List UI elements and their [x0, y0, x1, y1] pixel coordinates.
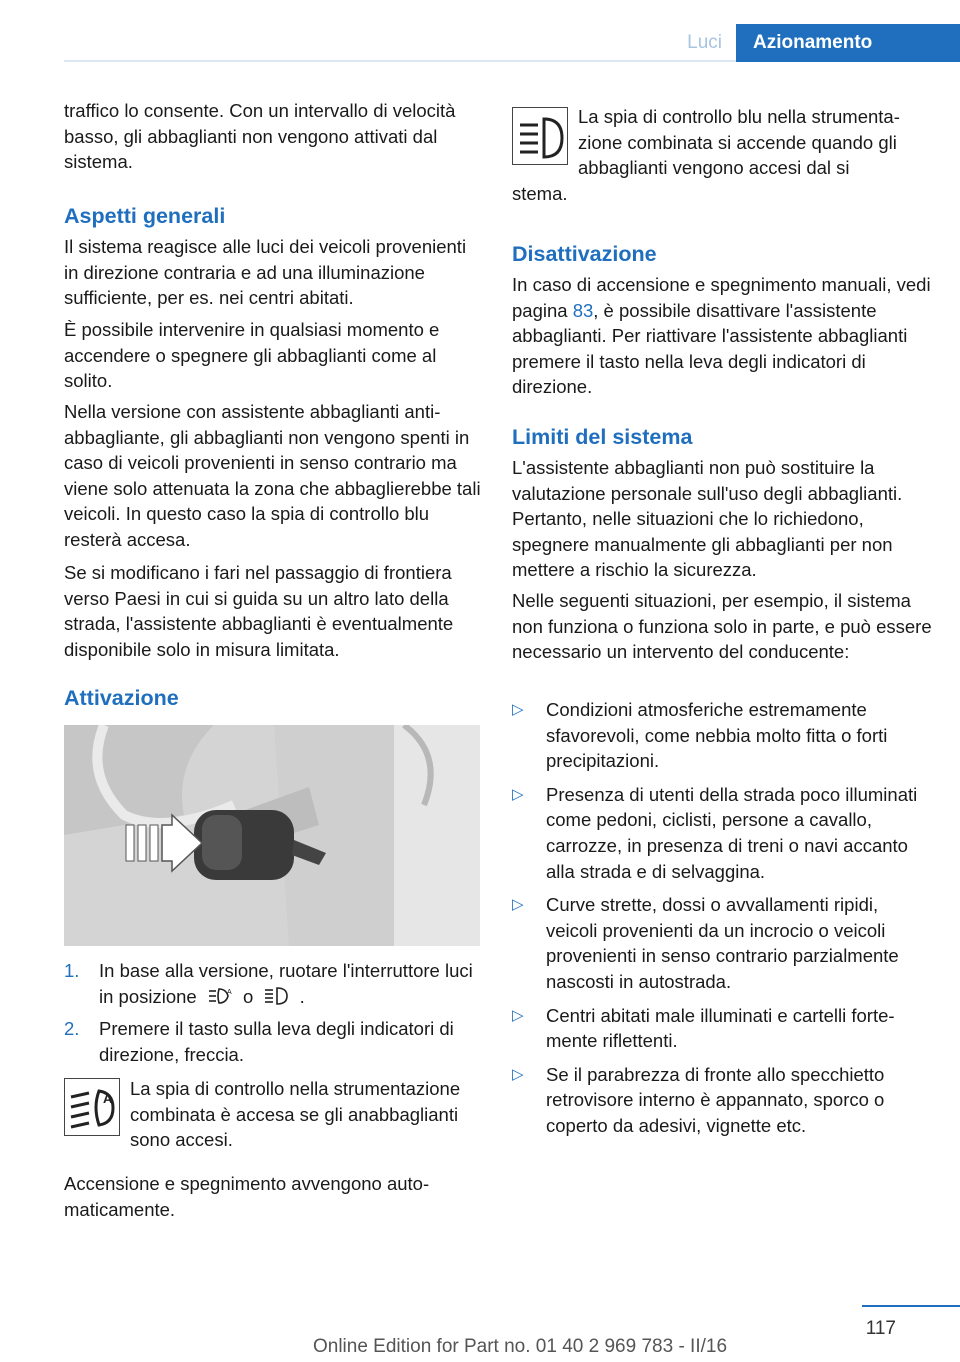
triangle-bullet-icon: ▷	[512, 701, 524, 718]
heading-limits: Limiti del sistema	[512, 425, 693, 449]
step-number: 2.	[64, 1018, 80, 1040]
high-beam-icon	[262, 985, 290, 1007]
triangle-bullet-icon: ▷	[512, 785, 524, 803]
paragraph: Accensione e spegnimento avvengono automaticamente.	[64, 1173, 430, 1220]
list-item	[512, 1003, 932, 1054]
high-beam-indicator-icon	[512, 107, 568, 165]
indicator-text: La spia di controllo blu nella strumentazione combinata si accende quando gli abbaglianti vengono accesi dal si	[578, 106, 900, 179]
heading-deactivation: Disattivazione	[512, 242, 657, 266]
limits-list	[512, 697, 932, 1147]
indicator-text-cont: stema.	[512, 183, 568, 204]
text-part: In caso di accensione e spegnimento manuali, vedi pagina	[512, 274, 931, 321]
paragraph: Il sistema reagisce alle luci dei veicoli provenienti in direzione contraria e ad una illuminazione sufficiente, per es. nei centri abitati.	[64, 236, 467, 309]
triangle-bullet-icon: ▷	[512, 896, 524, 914]
triangle-bullet-icon: ▷	[512, 1065, 524, 1083]
activation-steps	[64, 958, 482, 1074]
list-item	[64, 958, 482, 1009]
lever-photo	[64, 725, 480, 946]
header-chapter: Azionamento	[736, 24, 960, 62]
edition-footer: Online Edition for Part no. 01 40 2 969 783 - II/16	[312, 1336, 728, 1357]
page-link[interactable]: 83	[572, 299, 594, 321]
paragraph: Nella versione con assistente abbaglianti antiabbagliante, gli abbaglianti non vengono spenti in caso di veicoli provenienti in senso contrario ma viene solo attenuata la zona che abbaglierebbe tali veicoli. In questo caso la spia di controllo blu resterà accesa.	[64, 401, 481, 550]
paragraph: traffico lo consente. Con un intervallo di velocità basso, gli abbaglianti non vengono attivati dal sistema.	[64, 100, 456, 173]
step-text-end: .	[299, 985, 305, 1007]
footer-rule	[862, 1305, 960, 1307]
list-item-text: Se il parabrezza di fronte allo specchietto retrovisore interno è appannato, sporco o coperto da adesivi, vignette etc.	[546, 1063, 885, 1136]
list-item	[512, 892, 932, 994]
heading-general: Aspetti generali	[64, 204, 226, 228]
list-item-text: Condizioni atmosferiche estremamente sfavorevoli, come nebbia molto fitta o forti precipitazioni.	[546, 699, 888, 772]
triangle-bullet-icon: ▷	[512, 1006, 524, 1024]
paragraph: Se si modificano i fari nel passaggio di frontiera verso Paesi in cui si guida su un altro lato della strada, l'assistente abbaglianti è eventualmente disponibile solo in misura limitata.	[64, 562, 454, 660]
low-beam-auto-indicator-icon	[64, 1078, 120, 1136]
step-text-or: o	[242, 985, 254, 1007]
low-beam-auto-icon	[206, 985, 234, 1007]
svg-text:A: A	[103, 1091, 113, 1106]
indicator-text: La spia di controllo nella strumentazione combinata è accesa se gli anabbaglianti sono accesi.	[130, 1078, 461, 1151]
list-item-text: Curve strette, dossi o avvallamenti ripidi, veicoli provenienti da un incrocio o veicoli provenienti in senso contrario parzialmente nascosti in autostrada.	[546, 894, 899, 992]
paragraph	[512, 272, 932, 400]
paragraph: È possibile intervenire in qualsiasi momento e accendere o spegnere gli abbaglianti come al solito.	[64, 319, 440, 392]
text-part: , è possibile disattivare l'assistente abbaglianti. Per riattivare l'assistente abbaglianti premere il tasto nella leva degli indicatori di direzione.	[512, 299, 908, 398]
header-section: Luci	[687, 32, 722, 53]
list-item-text: Centri abitati male illuminati e cartelli fortemente riflettenti.	[546, 1004, 895, 1052]
heading-activation: Attivazione	[64, 686, 179, 710]
lever-illustration	[64, 725, 480, 946]
paragraph: Nelle seguenti situazioni, per esempio, il sistema non funziona o funziona solo in parte, e può essere necessario un intervento del conducente:	[512, 590, 932, 663]
list-item	[64, 1016, 482, 1067]
step-text: In base alla versione, ruotare l'interruttore luci in posizione	[99, 960, 473, 1007]
page-number: 117	[865, 1318, 896, 1339]
svg-text:A: A	[226, 988, 232, 996]
step-text: Premere il tasto sulla leva degli indicatori di direzione, freccia.	[99, 1018, 454, 1065]
list-item	[512, 782, 932, 884]
list-item-text: Presenza di utenti della strada poco illuminati come pedoni, ciclisti, persone a cavallo, carrozze, in presenza di treni o navi accanto alla strada e di selvaggina.	[546, 783, 918, 882]
paragraph: L'assistente abbaglianti non può sostituire la valutazione personale sull'uso degli abbaglianti. Pertanto, nelle situazioni che lo richiedono, spegnere manualmente gli abbaglianti per non mettere a rischio la sicurezza.	[512, 457, 903, 581]
list-item	[512, 697, 932, 774]
list-item	[512, 1062, 932, 1139]
step-number: 1.	[64, 960, 80, 981]
